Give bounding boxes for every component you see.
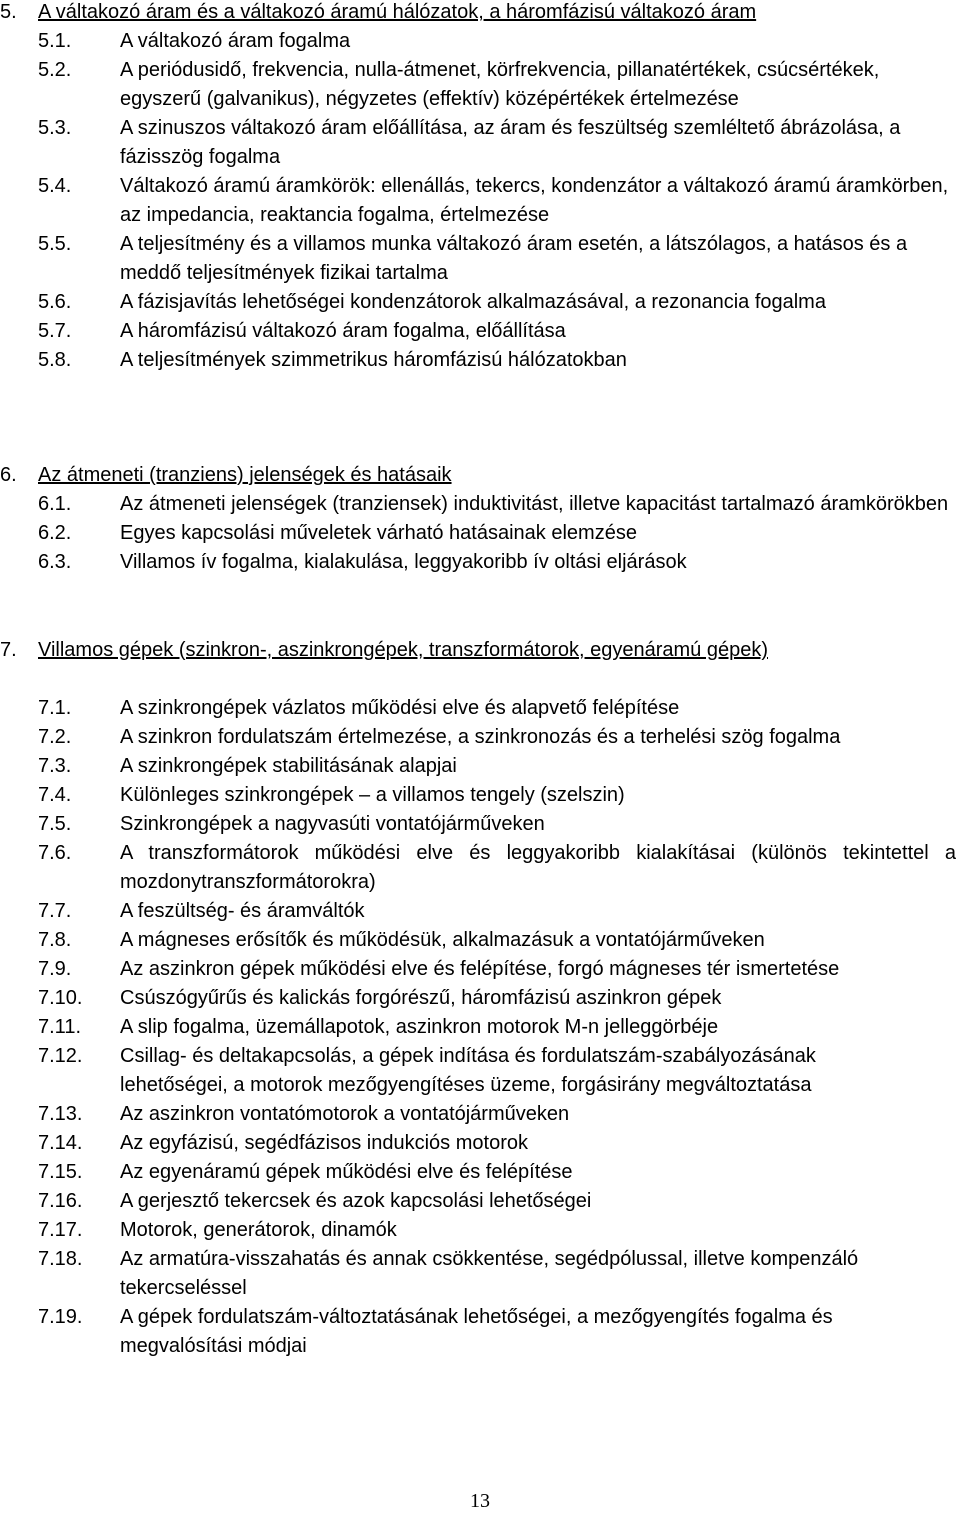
list-item — [0, 1303, 960, 1361]
item-number: 6.2. — [38, 522, 72, 544]
section-7 — [0, 636, 960, 1361]
list-item — [0, 1216, 960, 1245]
item-text: Villamos ív fogalma, kialakulása, leggyakoribb ív oltási eljárások — [120, 551, 687, 573]
list-item — [0, 1245, 960, 1303]
section-title: Villamos gépek (szinkron-, aszinkrongépek, transzformátorok, egyenáramú gépek) — [38, 639, 768, 661]
list-item — [0, 172, 960, 230]
item-number: 7.19. — [38, 1306, 83, 1328]
item-number: 5.4. — [38, 175, 72, 197]
list-item — [0, 288, 960, 317]
item-number: 7.2. — [38, 726, 72, 748]
item-number: 7.14. — [38, 1132, 83, 1154]
item-number: 7.10. — [38, 987, 83, 1009]
item-text: A mágneses erősítők és működésük, alkalmazásuk a vontatójárműveken — [120, 929, 765, 951]
item-number: 7.3. — [38, 755, 72, 777]
item-text: A teljesítmény és a villamos munka váltakozó áram esetén, a látszólagos, a hatásos és a meddő teljesítmények fizikai tartalma — [120, 233, 908, 284]
list-item — [0, 781, 960, 810]
item-text: A háromfázisú váltakozó áram fogalma, előállítása — [120, 320, 566, 342]
list-item — [0, 56, 960, 114]
list-item — [0, 1100, 960, 1129]
list-item — [0, 897, 960, 926]
item-number: 5.6. — [38, 291, 72, 313]
item-number: 7.9. — [38, 958, 72, 980]
item-number: 7.8. — [38, 929, 72, 951]
item-number: 7.5. — [38, 813, 72, 835]
item-text: Az armatúra-visszahatás és annak csökkentése, segédpólussal, illetve kompenzáló tekercseléssel — [120, 1248, 859, 1299]
item-number: 7.1. — [38, 697, 72, 719]
list-item — [0, 810, 960, 839]
item-number: 7.16. — [38, 1190, 83, 1212]
list-item — [0, 926, 960, 955]
list-item — [0, 346, 960, 375]
item-text: A szinkrongépek vázlatos működési elve és alapvető felépítése — [120, 697, 680, 719]
section-number: 5. — [0, 1, 17, 23]
item-text: A transzformátorok működési elve és leggyakoribb kialakításai (különös tekintettel a mozdonytranszformátorokra) — [120, 842, 956, 893]
item-number: 7.12. — [38, 1045, 83, 1067]
list-item — [0, 317, 960, 346]
item-text: Az átmeneti jelenségek (tranziensek) induktivitást, illetve kapacitást tartalmazó áramkörökben — [120, 493, 949, 515]
list-item — [0, 27, 960, 56]
section-title: A váltakozó áram és a váltakozó áramú hálózatok, a háromfázisú váltakozó áram — [38, 1, 757, 23]
section-heading — [0, 0, 960, 27]
item-number: 7.11. — [38, 1016, 81, 1038]
item-text: Az egyenáramú gépek működési elve és felépítése — [120, 1161, 573, 1183]
item-text: A váltakozó áram fogalma — [120, 30, 351, 52]
item-text: A gerjesztő tekercsek és azok kapcsolási lehetőségei — [120, 1190, 592, 1212]
item-number: 5.8. — [38, 349, 72, 371]
item-number: 7.15. — [38, 1161, 83, 1183]
item-number: 5.1. — [38, 30, 72, 52]
item-text: Különleges szinkrongépek – a villamos tengely (szelszin) — [120, 784, 625, 806]
item-text: A szinkron fordulatszám értelmezése, a szinkronozás és a terhelési szög fogalma — [120, 726, 841, 748]
list-item — [0, 548, 960, 577]
item-number: 7.13. — [38, 1103, 83, 1125]
item-text: Szinkrongépek a nagyvasúti vontatójárműveken — [120, 813, 545, 835]
list-item — [0, 1013, 960, 1042]
item-text: Csúszógyűrűs és kalickás forgórészű, háromfázisú aszinkron gépek — [120, 987, 722, 1009]
list-item — [0, 839, 960, 897]
item-text: A feszültség- és áramváltók — [120, 900, 365, 922]
item-text: A teljesítmények szimmetrikus háromfázisú hálózatokban — [120, 349, 627, 371]
item-text: Az aszinkron vontatómotorok a vontatójárműveken — [120, 1103, 570, 1125]
list-item — [0, 490, 960, 519]
item-number: 6.3. — [38, 551, 72, 573]
list-item — [0, 694, 960, 723]
section-title: Az átmeneti (tranziens) jelenségek és hatásaik — [38, 464, 452, 486]
list-item — [0, 1187, 960, 1216]
item-text: Az egyfázisú, segédfázisos indukciós motorok — [120, 1132, 528, 1154]
item-text: A slip fogalma, üzemállapotok, aszinkron motorok M-n jelleggörbéje — [120, 1016, 719, 1038]
item-number: 6.1. — [38, 493, 72, 515]
list-item — [0, 752, 960, 781]
list-item — [0, 1042, 960, 1100]
item-number: 5.5. — [38, 233, 72, 255]
item-number: 5.2. — [38, 59, 72, 81]
item-text: Egyes kapcsolási műveletek várható hatásainak elemzése — [120, 522, 637, 544]
item-number: 5.7. — [38, 320, 72, 342]
section-heading — [0, 461, 960, 490]
section-6 — [0, 461, 960, 577]
section-5 — [0, 0, 960, 375]
section-number: 7. — [0, 639, 17, 661]
item-text: A periódusidő, frekvencia, nulla-átmenet, körfrekvencia, pillanatértékek, csúcsértékek, egyszerű (galvanikus), négyzetes (effektív) középértékek értelmezése — [120, 59, 880, 110]
item-text: A szinuszos váltakozó áram előállítása, az áram és feszültség szemléltető ábrázolása, a fázisszög fogalma — [120, 117, 901, 168]
item-number: 7.18. — [38, 1248, 83, 1270]
section-number: 6. — [0, 464, 17, 486]
list-item — [0, 955, 960, 984]
list-item — [0, 519, 960, 548]
list-item — [0, 1129, 960, 1158]
item-number: 7.17. — [38, 1219, 83, 1241]
list-item — [0, 723, 960, 752]
item-text: Az aszinkron gépek működési elve és felépítése, forgó mágneses tér ismertetése — [120, 958, 840, 980]
section-heading — [0, 636, 960, 694]
item-number: 7.6. — [38, 842, 72, 864]
item-number: 7.7. — [38, 900, 72, 922]
list-item — [0, 984, 960, 1013]
item-text: Váltakozó áramú áramkörök: ellenállás, tekercs, kondenzátor a váltakozó áramú áramkörben, az impedancia, reaktancia fogalma, értelmezése — [120, 175, 949, 226]
item-text: Csillag- és deltakapcsolás, a gépek indítása és fordulatszám-szabályozásának lehetőségei, a motorok mezőgyengítéses üzeme, forgásirány megváltoztatása — [120, 1045, 816, 1096]
item-text: A gépek fordulatszám-változtatásának lehetőségei, a mezőgyengítés fogalma és megvalósítási módjai — [120, 1306, 833, 1357]
item-text: A szinkrongépek stabilitásának alapjai — [120, 755, 457, 777]
item-number: 5.3. — [38, 117, 72, 139]
item-number: 7.4. — [38, 784, 72, 806]
list-item — [0, 1158, 960, 1187]
list-item — [0, 230, 960, 288]
item-text: A fázisjavítás lehetőségei kondenzátorok alkalmazásával, a rezonancia fogalma — [120, 291, 826, 313]
page-number: 13 — [470, 1490, 490, 1512]
list-item — [0, 114, 960, 172]
item-text: Motorok, generátorok, dinamók — [120, 1219, 397, 1241]
